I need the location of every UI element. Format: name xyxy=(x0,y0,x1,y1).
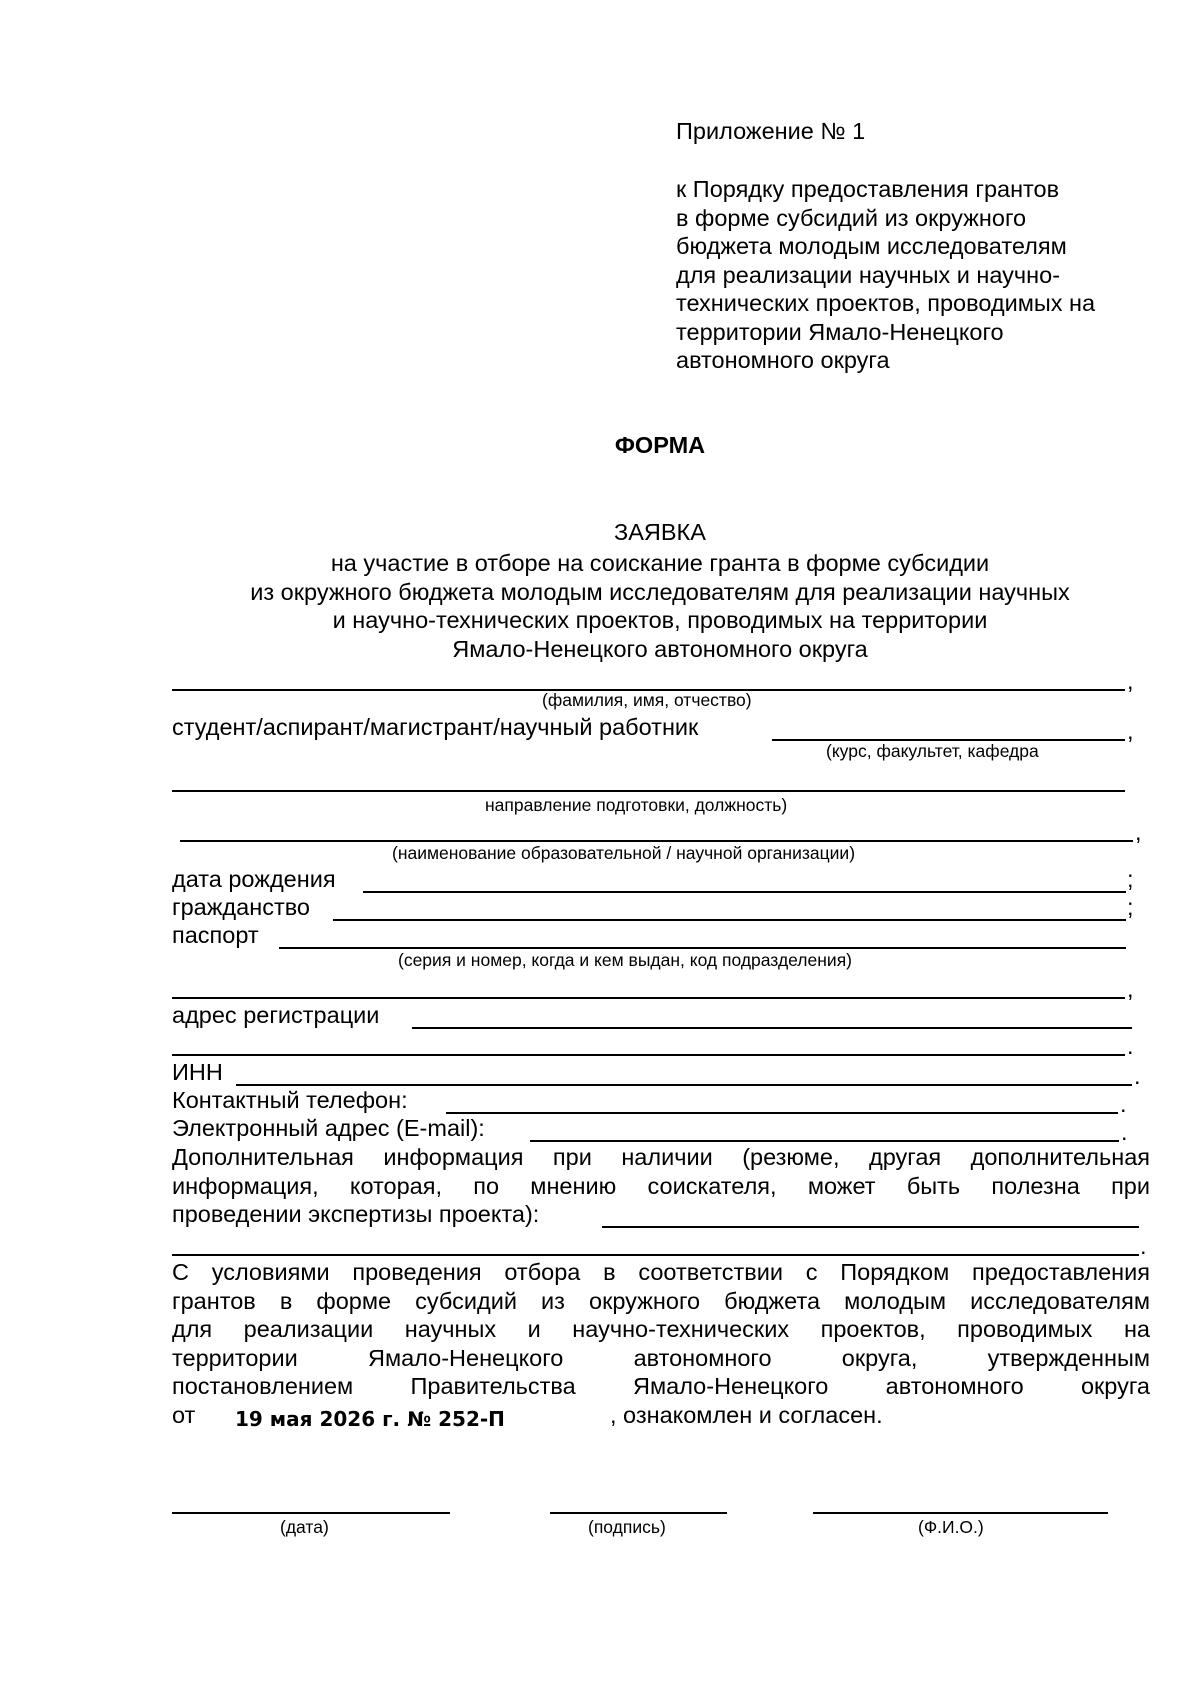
inn-field-line[interactable] xyxy=(236,1084,1132,1086)
name-signature-line[interactable] xyxy=(813,1512,1108,1514)
appendix-line: автономного округа xyxy=(676,347,890,373)
name-caption: (Ф.И.О.) xyxy=(918,1517,984,1537)
application-title: ЗАЯВКА xyxy=(614,519,706,545)
direction-caption: направление подготовки, должность) xyxy=(485,795,788,815)
application-subtitle xyxy=(0,549,1200,663)
citizenship-label: гражданство xyxy=(172,894,310,920)
agreement-line: постановлением Правительства Ямало-Ненецкого автономного округа xyxy=(172,1373,1150,1399)
agreement-line: С условиями проведения отбора в соответствии с Порядком предоставления xyxy=(172,1259,1150,1285)
passport-field-line[interactable] xyxy=(279,947,1126,949)
status-label: студент/аспирант/магистрант/научный работник xyxy=(172,714,699,740)
period: . xyxy=(1127,1033,1134,1059)
additional-info-line: информация, которая, по мнению соискателя, может быть полезна при xyxy=(172,1173,1150,1199)
date-caption: (дата) xyxy=(280,1517,329,1537)
appendix-title: Приложение № 1 xyxy=(676,118,866,144)
appendix-line: в форме субсидий из окружного xyxy=(676,204,1027,231)
application-line: на участие в отборе на соискание гранта в форме субсидии xyxy=(330,550,990,576)
appendix-line: к Порядку предоставления грантов xyxy=(676,176,1060,202)
signature-caption: (подпись) xyxy=(588,1517,666,1537)
additional-info-field-line-2[interactable] xyxy=(172,1254,1139,1256)
semicolon: ; xyxy=(1127,894,1134,920)
phone-label: Контактный телефон: xyxy=(172,1087,408,1113)
additional-info-field-line[interactable] xyxy=(602,1226,1139,1228)
agreement-tail: , ознакомлен и согласен. xyxy=(610,1402,883,1428)
passport-caption: (серия и номер, когда и кем выдан, код подразделения) xyxy=(398,950,852,970)
address-field-line[interactable] xyxy=(412,1027,1132,1029)
passport-field-line-2[interactable] xyxy=(172,997,1125,999)
birth-date-field-line[interactable] xyxy=(363,891,1126,893)
semicolon: ; xyxy=(1127,866,1134,892)
appendix-line: технических проектов, проводимых на xyxy=(676,290,1096,316)
email-label: Электронный адрес (E-mail): xyxy=(172,1115,485,1141)
period: . xyxy=(1140,1233,1147,1259)
address-label: адрес регистрации xyxy=(172,1002,380,1028)
agreement-from: от xyxy=(172,1402,196,1428)
comma: , xyxy=(1127,976,1134,1002)
date-signature-line[interactable] xyxy=(172,1512,450,1514)
email-field-line[interactable] xyxy=(530,1140,1119,1142)
agreement-line: для реализации научных и научно-технических проектов, проводимых на xyxy=(172,1316,1150,1342)
additional-info-line: Дополнительная информация при наличии (резюме, другая дополнительная xyxy=(172,1144,1150,1170)
signature-line[interactable] xyxy=(550,1512,727,1514)
agreement-line: территории Ямало-Ненецкого автономного округа, утвержденным xyxy=(172,1345,1150,1371)
appendix-reference xyxy=(676,175,1095,375)
application-line: и научно-технических проектов, проводимых на территории xyxy=(332,607,988,633)
birth-date-label: дата рождения xyxy=(172,866,336,892)
agreement-line: грантов в форме субсидий из окружного бюджета молодым исследователям xyxy=(172,1288,1150,1314)
comma: , xyxy=(1127,668,1134,694)
period: . xyxy=(1121,1119,1128,1145)
application-line: Ямало-Ненецкого автономного округа xyxy=(452,635,868,662)
appendix-line: территории Ямало-Ненецкого xyxy=(676,318,1004,345)
additional-info-label: проведении экспертизы проекта): xyxy=(172,1201,540,1227)
appendix-line: для реализации научных и научно- xyxy=(676,261,1061,288)
course-caption: (курс, факультет, кафедра xyxy=(826,741,1039,761)
organization-field-line[interactable] xyxy=(180,840,1133,842)
period: . xyxy=(1120,1091,1127,1117)
comma: , xyxy=(1135,819,1142,845)
appendix-line: бюджета молодым исследователям xyxy=(676,233,1067,259)
direction-field-line[interactable] xyxy=(172,790,1125,792)
address-field-line-2[interactable] xyxy=(172,1054,1125,1056)
form-heading: ФОРМА xyxy=(614,432,706,458)
inn-label: ИНН xyxy=(172,1059,223,1085)
comma: , xyxy=(1127,718,1134,744)
passport-label: паспорт xyxy=(172,922,259,948)
application-line: из окружного бюджета молодым исследователям для реализации научных xyxy=(250,578,1070,605)
decree-stamp: 19 мая 2026 г. № 252-П xyxy=(235,1407,505,1431)
fio-caption: (фамилия, имя, отчество) xyxy=(542,690,752,710)
period: . xyxy=(1134,1063,1141,1089)
phone-field-line[interactable] xyxy=(446,1112,1118,1114)
citizenship-field-line[interactable] xyxy=(333,919,1126,921)
organization-caption: (наименование образовательной / научной организации) xyxy=(392,843,856,863)
